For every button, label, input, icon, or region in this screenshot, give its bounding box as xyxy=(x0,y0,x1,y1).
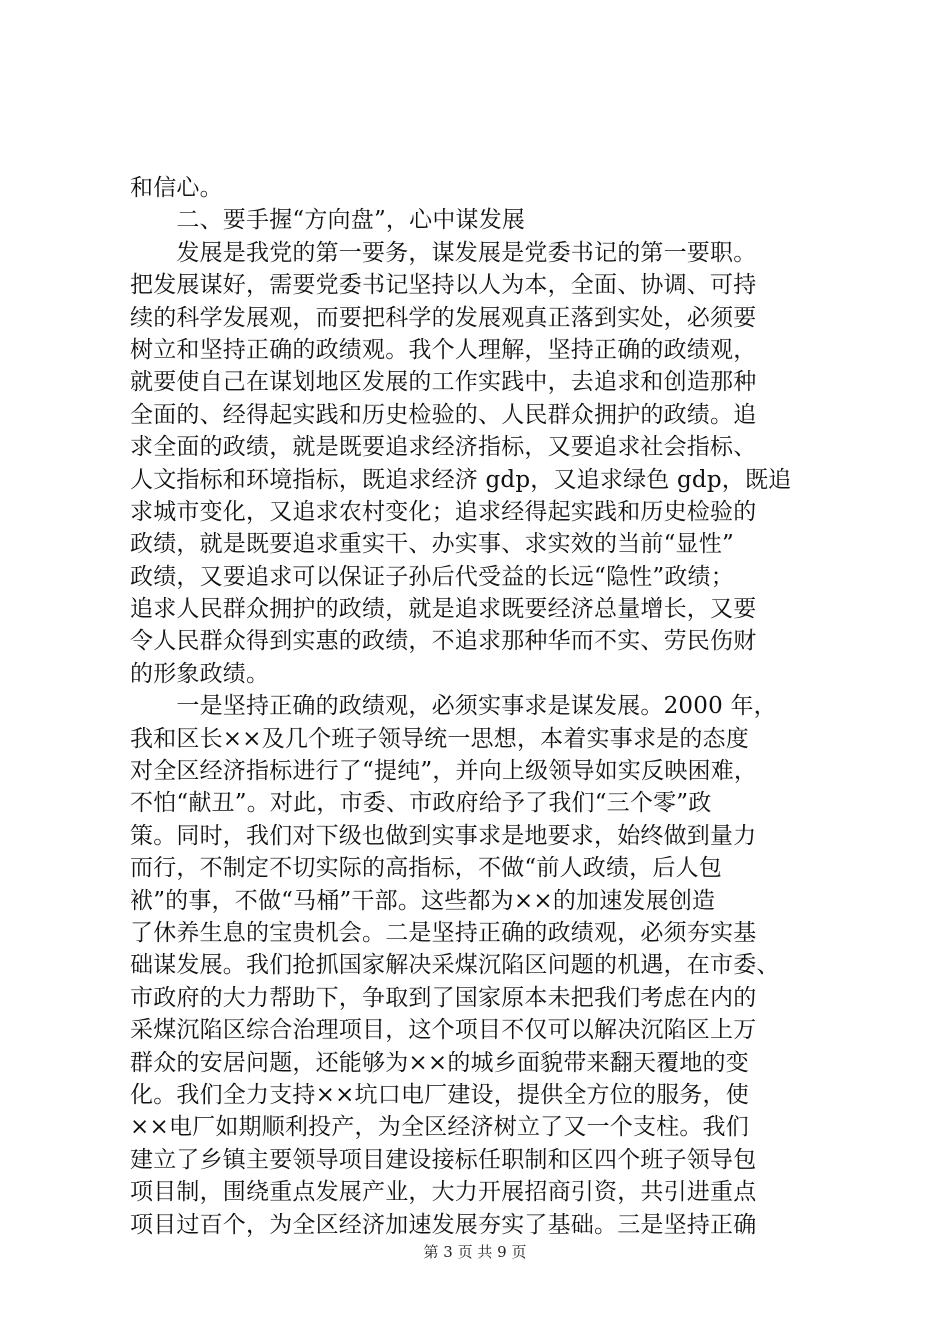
text-line: 追求人民群众拥护的政绩，就是追求既要经济总量增长，又要 xyxy=(130,596,757,623)
text-line: 项目过百个，为全区经济加速发展夯实了基础。三是坚持正确 xyxy=(130,1211,757,1238)
text-line: 袱”的事，不做“马桶”干部。这些都为××的加速发展创造 xyxy=(130,887,716,914)
text-line: 项目制，围绕重点发展产业，大力开展招商引资，共引进重点 xyxy=(130,1179,757,1206)
text-line: 而行，不制定不切实际的高指标，不做“前人政绩，后人包 xyxy=(130,855,722,882)
text-line: 策。同时，我们对下级也做到实事求是地要求，始终做到量力 xyxy=(130,822,757,849)
text-line: 政绩，就是既要追求重实干、办实事、求实效的当前“显性” xyxy=(130,531,734,558)
text-line: 化。我们全力支持××坑口电厂建设，提供全方位的服务，使 xyxy=(130,1081,749,1108)
page-footer: 第 3 页 共 9 页 xyxy=(423,1243,527,1261)
text-line: 就要使自己在谋划地区发展的工作实践中，去追求和创造那种 xyxy=(130,369,757,396)
text-line: 不怕“献丑”。对此，市委、市政府给予了我们“三个零”政 xyxy=(130,790,712,817)
text-line: 求全面的政绩，就是既要追求经济指标，又要追求社会指标、 xyxy=(130,434,757,461)
text-line: 采煤沉陷区综合治理项目，这个项目不仅可以解决沉陷区上万 xyxy=(130,1017,757,1044)
text-line: 础谋发展。我们抢抓国家解决采煤沉陷区问题的机遇，在市委、 xyxy=(130,952,780,979)
text-line: 二、要手握“方向盘”，心中谋发展 xyxy=(130,207,526,234)
text-line: 把发展谋好，需要党委书记坚持以人为本，全面、协调、可持 xyxy=(130,272,757,299)
text-line: 求城市变化，又追求农村变化；追求经得起实践和历史检验的 xyxy=(130,498,757,525)
text-line: 对全区经济指标进行了“提纯”，并向上级领导如实反映困难， xyxy=(130,758,758,785)
text-line: 建立了乡镇主要领导项目建设接标任职制和区四个班子领导包 xyxy=(130,1146,757,1173)
text-line: 市政府的大力帮助下，争取到了国家原本未把我们考虑在内的 xyxy=(130,984,757,1011)
text-line: 全面的、经得起实践和历史检验的、人民群众拥护的政绩。追 xyxy=(130,401,757,428)
text-line: 人文指标和环境指标，既追求经济 gdp，又追求绿色 gdp，既追 xyxy=(130,466,792,493)
document-body xyxy=(130,172,830,1241)
text-line: 的形象政绩。 xyxy=(130,660,270,687)
text-line: 一是坚持正确的政绩观，必须实事求是谋发展。2000 年， xyxy=(130,693,777,720)
text-line: 树立和坚持正确的政绩观。我个人理解，坚持正确的政绩观， xyxy=(130,336,757,363)
text-line: 续的科学发展观，而要把科学的发展观真正落到实处，必须要 xyxy=(130,304,757,331)
text-line: 和信心。 xyxy=(130,175,223,201)
text-line: 令人民群众得到实惠的政绩，不追求那种华而不实、劳民伤财 xyxy=(130,628,757,655)
text-line: 了休养生息的宝贵机会。二是坚持正确的政绩观，必须夯实基 xyxy=(130,919,757,946)
text-line: ××电厂如期顺利投产，为全区经济树立了又一个支柱。我们 xyxy=(130,1114,749,1141)
text-line: 群众的安居问题，还能够为××的城乡面貌带来翻天覆地的变 xyxy=(130,1049,749,1076)
text-line: 政绩，又要追求可以保证子孙后代受益的长远“隐性”政绩； xyxy=(130,563,734,590)
text-line: 我和区长××及几个班子领导统一思想，本着实事求是的态度 xyxy=(130,725,749,752)
text-line: 发展是我党的第一要务，谋发展是党委书记的第一要职。 xyxy=(130,239,757,266)
